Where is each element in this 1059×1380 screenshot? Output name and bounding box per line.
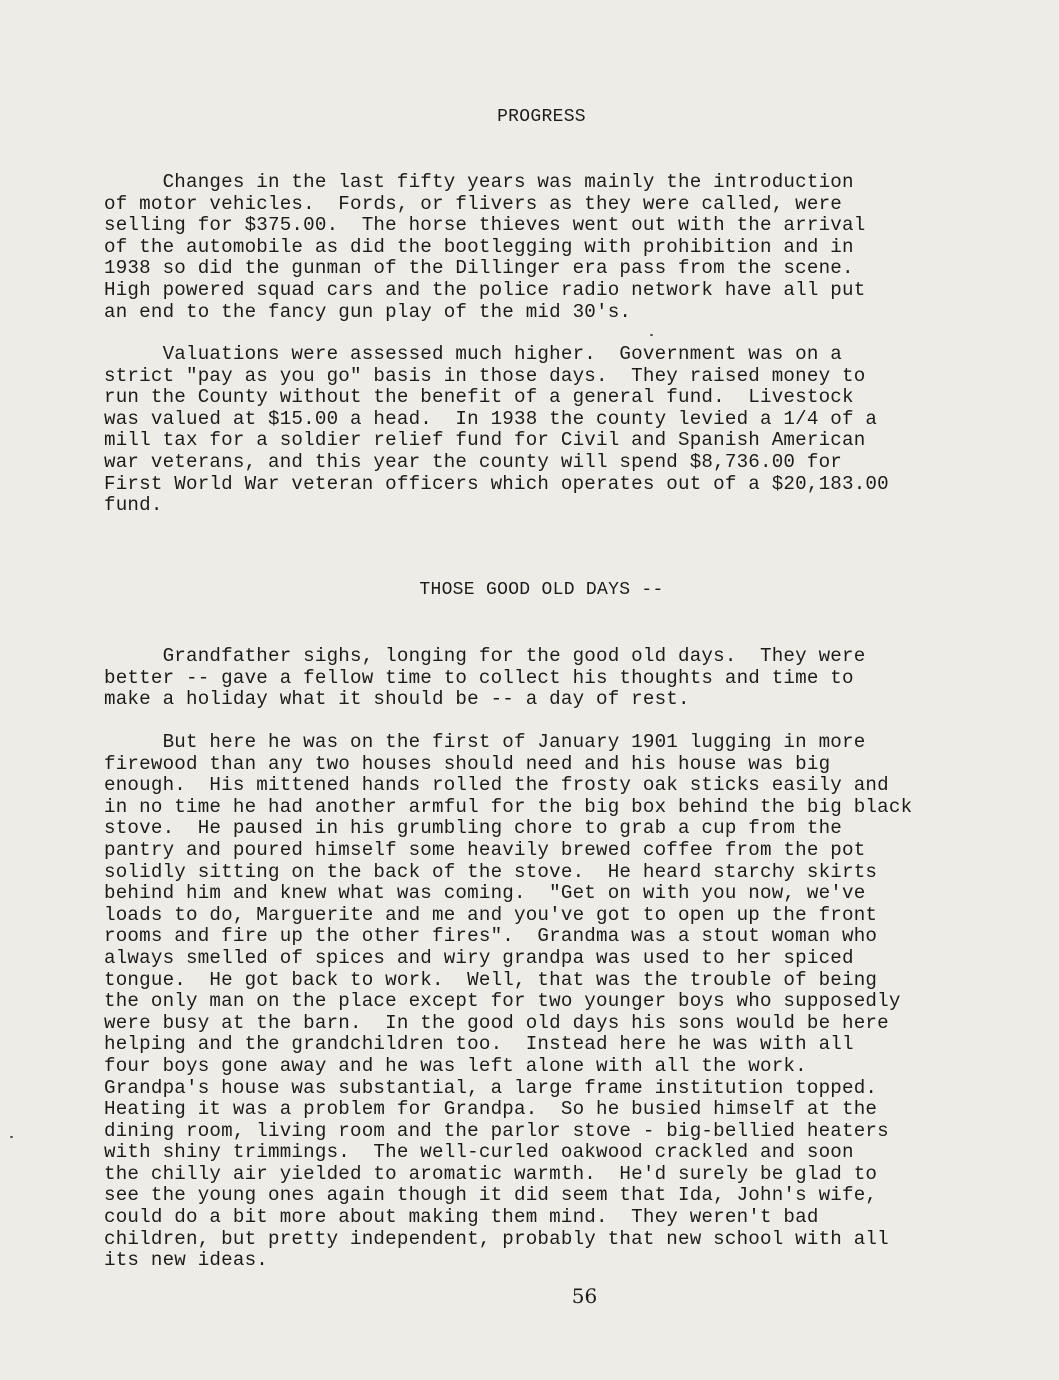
text-line: tongue. He got back to work. Well, that was the trouble of being bbox=[104, 968, 878, 991]
paragraph bbox=[104, 344, 1004, 517]
text-line: selling for $375.00. The horse thieves went out with the arrival bbox=[104, 214, 866, 237]
text-line: Heating it was a problem for Grandpa. So he busied himself at the bbox=[104, 1098, 878, 1121]
text-line: mill tax for a soldier relief fund for Civil and Spanish American bbox=[104, 429, 866, 452]
text-line: Changes in the last fifty years was mainly the introduction bbox=[104, 171, 854, 193]
page-number: 56 bbox=[571, 1284, 598, 1308]
text-line: war veterans, and this year the county will spend $8,736.00 for bbox=[104, 450, 843, 473]
paragraph bbox=[104, 646, 1004, 711]
text-line: the chilly air yielded to aromatic warmth. He'd surely be glad to bbox=[104, 1162, 878, 1185]
text-line: of the automobile as did the bootlegging with prohibition and in bbox=[104, 235, 854, 258]
text-line: of motor vehicles. Fords, or flivers as they were called, were bbox=[104, 192, 843, 215]
text-line: First World War veteran officers which operates out of a $20,183.00 bbox=[104, 472, 889, 495]
text-line: solidly sitting on the back of the stove. He heard starchy skirts bbox=[104, 860, 878, 883]
text-line: But here he was on the first of January 1901 lugging in more bbox=[104, 731, 866, 753]
text-line: in no time he had another armful for the big box behind the big black bbox=[104, 795, 913, 818]
text-line: were busy at the barn. In the good old days his sons would be here bbox=[104, 1011, 889, 1034]
text-line: children, but pretty independent, probably that new school with all bbox=[104, 1227, 889, 1250]
text-line: enough. His mittened hands rolled the frosty oak sticks easily and bbox=[104, 774, 889, 797]
text-line: make a holiday what it should be -- a day of rest. bbox=[104, 688, 690, 711]
text-line: dining room, living room and the parlor stove - big-bellied heaters bbox=[104, 1119, 889, 1142]
text-line: with shiny trimmings. The well-curled oakwood crackled and soon bbox=[104, 1141, 854, 1164]
text-line: behind him and knew what was coming. "Get on with you now, we've bbox=[104, 882, 866, 905]
text-line: helping and the grandchildren too. Instead here he was with all bbox=[104, 1033, 854, 1056]
paper-speck bbox=[650, 334, 653, 336]
text-line: strict "pay as you go" basis in those days. They raised money to bbox=[104, 364, 866, 387]
text-line: stove. He paused in his grumbling chore to grab a cup from the bbox=[104, 817, 843, 840]
paragraph bbox=[104, 732, 1004, 1272]
text-line: see the young ones again though it did seem that Ida, John's wife, bbox=[104, 1184, 878, 1207]
text-line: its new ideas. bbox=[104, 1249, 269, 1272]
text-line: the only man on the place except for two younger boys who supposedly bbox=[104, 990, 901, 1013]
paper-speck bbox=[10, 1136, 13, 1138]
section-heading-good-old-days: THOSE GOOD OLD DAYS -- bbox=[419, 580, 664, 600]
text-line: better -- gave a fellow time to collect his thoughts and time to bbox=[104, 666, 854, 689]
text-line: loads to do, Marguerite and me and you've got to open up the front bbox=[104, 903, 878, 926]
text-line: Valuations were assessed much higher. Government was on a bbox=[104, 343, 843, 365]
text-line: fund. bbox=[104, 494, 163, 517]
text-line: pantry and poured himself some heavily brewed coffee from the pot bbox=[104, 838, 866, 861]
text-line: was valued at $15.00 a head. In 1938 the county levied a 1/4 of a bbox=[104, 407, 878, 430]
text-line: 1938 so did the gunman of the Dillinger era pass from the scene. bbox=[104, 257, 854, 280]
text-line: four boys gone away and he was left alone with all the work. bbox=[104, 1054, 807, 1077]
text-line: always smelled of spices and wiry grandpa was used to her spiced bbox=[104, 946, 854, 969]
paragraph bbox=[104, 172, 1004, 323]
text-line: firewood than any two houses should need and his house was big bbox=[104, 752, 831, 775]
text-line: run the County without the benefit of a general fund. Livestock bbox=[104, 386, 854, 409]
text-line: High powered squad cars and the police radio network have all put bbox=[104, 278, 866, 301]
text-line: could do a bit more about making them mind. They weren't bad bbox=[104, 1206, 819, 1229]
text-line: an end to the fancy gun play of the mid 30's. bbox=[104, 300, 632, 323]
text-line: Grandpa's house was substantial, a large frame institution topped. bbox=[104, 1076, 878, 1099]
text-line: Grandfather sighs, longing for the good old days. They were bbox=[104, 645, 866, 667]
section-heading-progress: PROGRESS bbox=[497, 107, 586, 127]
text-line: rooms and fire up the other fires". Grandma was a stout woman who bbox=[104, 925, 878, 948]
